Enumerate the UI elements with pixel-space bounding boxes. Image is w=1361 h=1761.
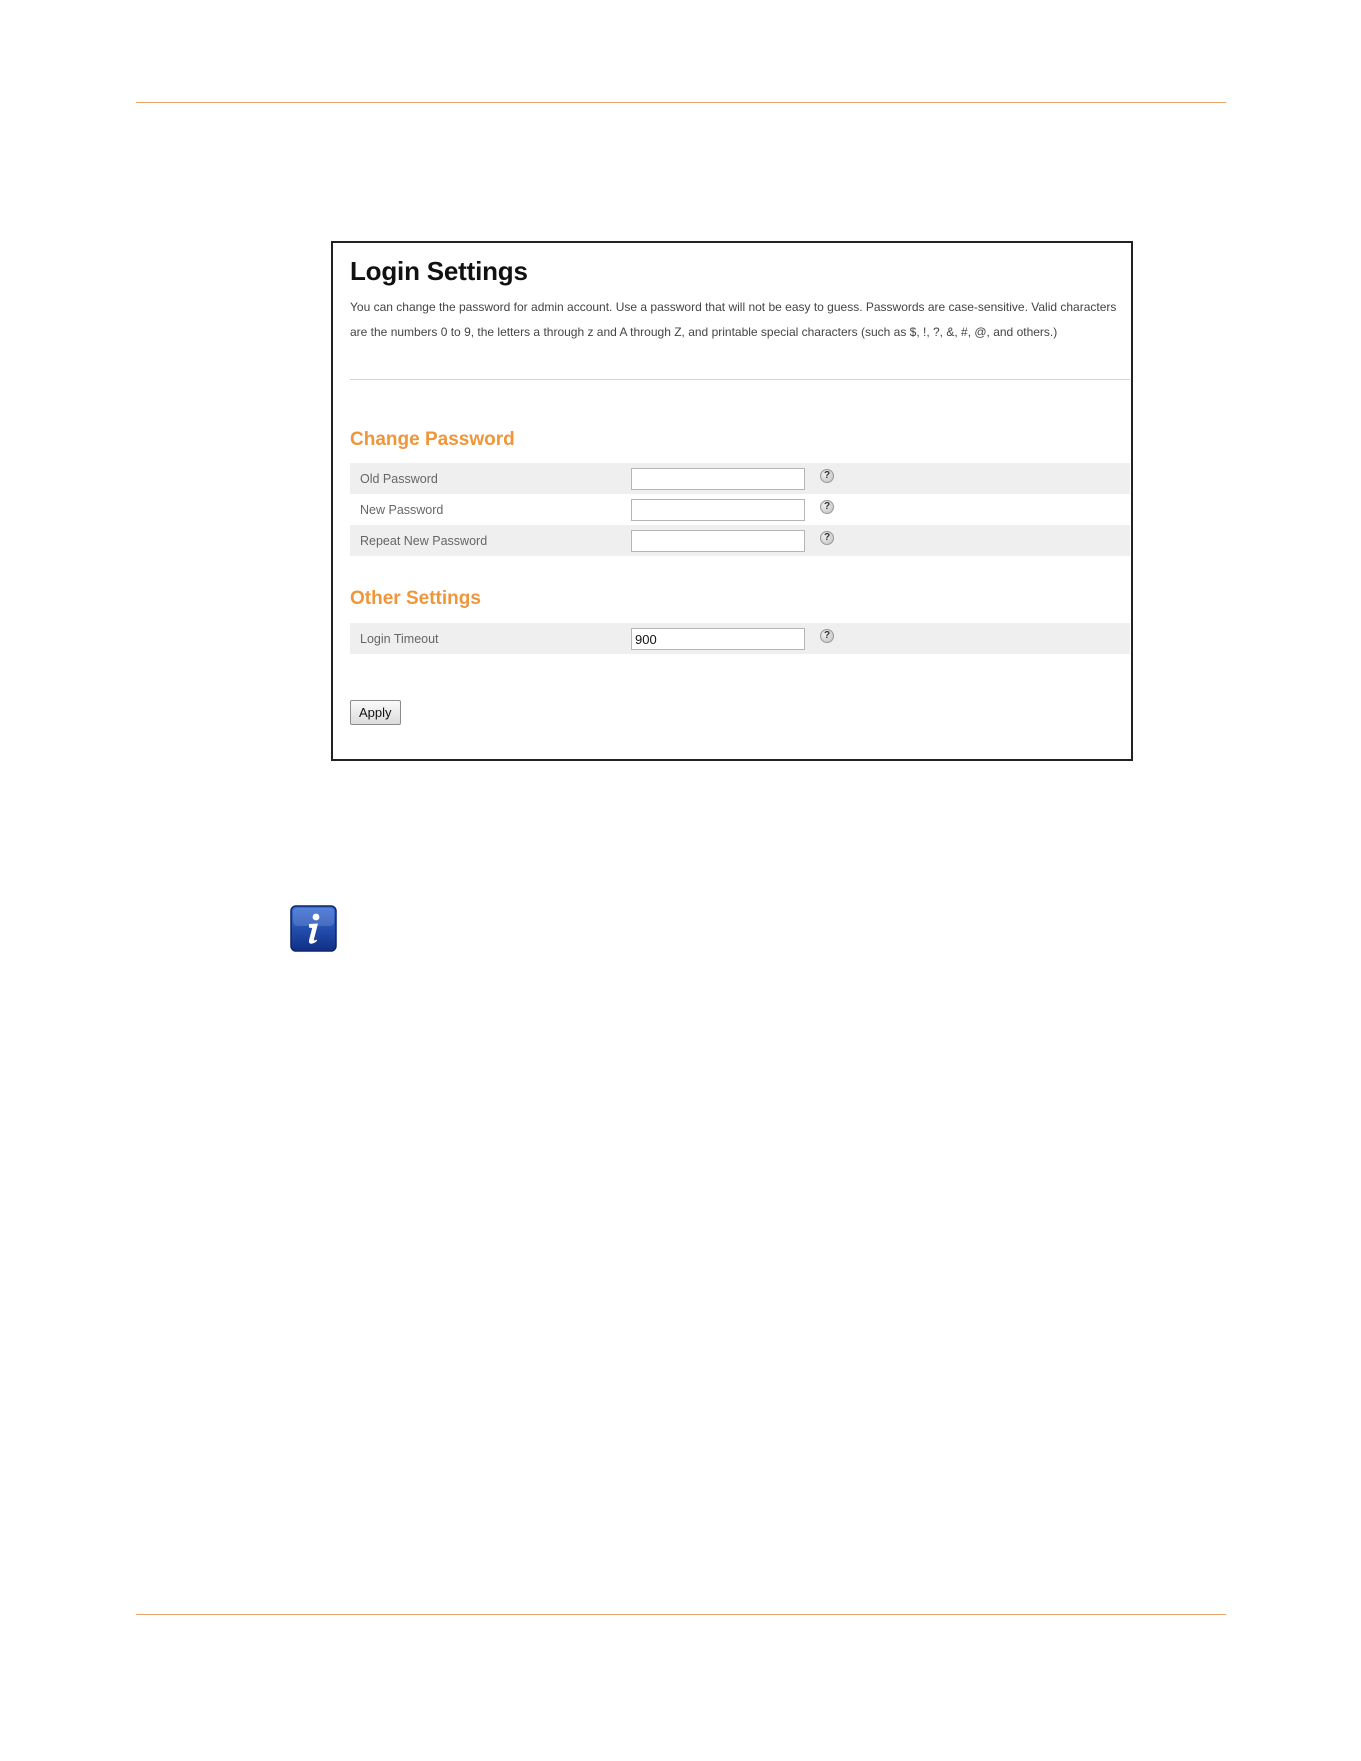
- login-timeout-input[interactable]: [631, 628, 805, 650]
- repeat-password-row: [350, 525, 1130, 556]
- page-description: You can change the password for admin account. Use a password that will not be easy to guess. Passwords are case-sensitive. Valid characters are the numbers 0 to 9, the letters a through z and A through Z, and printable special characters (such as $, !, ?, &, #, @, and others.): [350, 300, 1117, 339]
- help-icon[interactable]: ?: [820, 500, 834, 514]
- login-settings-panel: [331, 241, 1133, 761]
- header-rule: [136, 102, 1226, 103]
- old-password-label: Old Password: [360, 471, 438, 486]
- other-settings-heading: Other Settings: [350, 588, 481, 609]
- new-password-label: New Password: [360, 502, 444, 517]
- login-timeout-row: [350, 623, 1130, 654]
- change-password-heading: Change Password: [350, 429, 515, 450]
- help-icon[interactable]: ?: [820, 629, 834, 643]
- new-password-row: [350, 494, 1130, 525]
- repeat-password-label: Repeat New Password: [360, 533, 488, 548]
- repeat-password-input[interactable]: [631, 530, 805, 552]
- help-icon[interactable]: ?: [820, 531, 834, 545]
- old-password-row: [350, 463, 1130, 494]
- info-icon: [290, 905, 337, 952]
- footer-rule: [136, 1614, 1226, 1615]
- old-password-input[interactable]: [631, 468, 805, 490]
- new-password-input[interactable]: [631, 499, 805, 521]
- login-timeout-label: Login Timeout: [360, 631, 439, 646]
- apply-button[interactable]: Apply: [350, 700, 401, 725]
- section-divider: [350, 379, 1130, 380]
- page-title: Login Settings: [350, 256, 528, 286]
- help-icon[interactable]: ?: [820, 469, 834, 483]
